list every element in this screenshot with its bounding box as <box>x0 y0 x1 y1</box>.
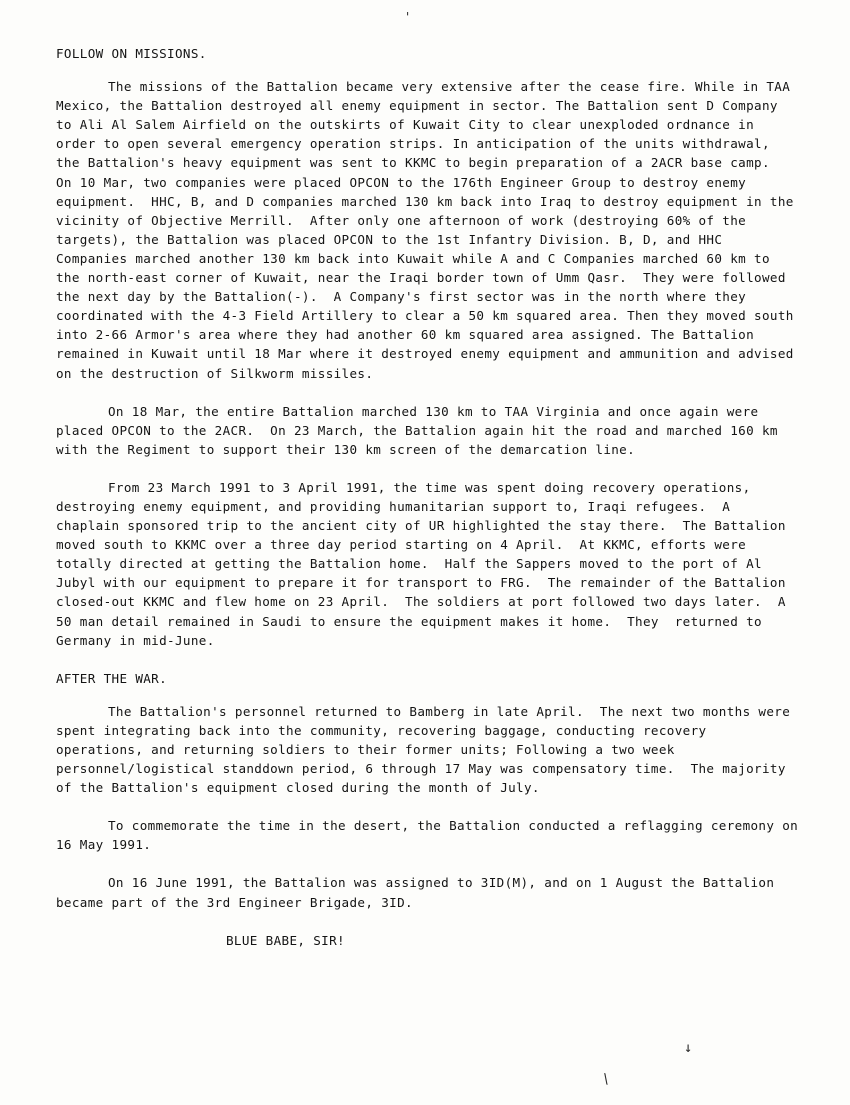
document-body <box>56 44 807 950</box>
closing-signoff: BLUE BABE, SIR! <box>226 932 345 948</box>
paragraph-18-mar-march: On 18 Mar, the entire Battalion marched 130 km to TAA Virginia and once again were placed OPCON to the 2ACR. On 23 March, the Battalion again hit the road and marched 160 km with the Regiment to support their 130 km screen of the demarcation line. <box>56 403 786 457</box>
paragraph-assignment-3id: On 16 June 1991, the Battalion was assigned to 3ID(M), and on 1 August the Battalion became part of the 3rd Engineer Brigade, 3ID. <box>56 875 783 910</box>
page-artifact-bottom-tick: \ <box>600 1071 612 1088</box>
paragraph-reflagging-ceremony: To commemorate the time in the desert, the Battalion conducted a reflagging ceremony on 16 May 1991. <box>56 818 807 853</box>
paragraph-missions-extensive: The missions of the Battalion became very extensive after the cease fire. While in TAA Mexico, the Battalion destroyed all enemy equipment in sector. The Battalion sent D Company to Ali Al Salem Airfield on the outskirts of Kuwait City to clear unexploded ordnance in order to open several emergency operation strips. In anticipation of the units withdrawal, the Battalion's heavy equipment was sent to KKMC to begin preparation of a 2ACR base camp. On 10 Mar, two companies were placed OPCON to the 176th Engineer Group to destroy enemy equipment. HHC, B, and D companies marched 130 km back into Iraq to destroy equipment in the vicinity of Objective Merrill. After only one afternoon of work (destroying 60% of the targets), the Battalion was placed OPCON to the 1st Infantry Division. B, D, and HHC Companies marched another 130 km back into Kuwait while A and C Companies marched 60 km to the north-east corner of Kuwait, near the Iraqi border town of Umm Qasr. They were followed the next day by the Battalion(-). A Company's first sector was in the north where they coordinated with the 4-3 Field Artillery to clear a 50 km squared area. Then they moved south into 2-66 Armor's area where they had another 60 km squared area assigned. The Battalion remained in Kuwait until 18 Mar where it destroyed enemy equipment and ammunition and advised on the destruction of Silkworm missiles. <box>56 79 802 381</box>
page-title: FOLLOW ON MISSIONS. <box>56 46 207 61</box>
paragraph-return-to-bamberg: The Battalion's personnel returned to Bamberg in late April. The next two months were spent integrating back into the community, recovering baggage, conducting recovery operations, and returning soldiers to their former units; Following a two week personnel/logistical standdown period, 6 through 17 May was compensatory time. The majority of the Battalion's equipment closed during the month of July. <box>56 703 799 796</box>
page-artifact-arrow-mark: ↓ <box>684 1040 693 1056</box>
page-artifact-top-tick: ' <box>404 10 412 24</box>
paragraph-recovery-operations: From 23 March 1991 to 3 April 1991, the time was spent doing recovery operations, destroying enemy equipment, and providing humanitarian support to, Iraqi refugees. A chaplain sponsored trip to the ancient city of UR highlighted the stay there. The Battalion moved south to KKMC over a three day period starting on 4 April. At KKMC, efforts were totally directed at getting the Battalion home. Half the Sappers moved to the port of Al Jubyl with our equipment to prepare it for transport to FRG. The remainder of the Battalion closed-out KKMC and flew home on 23 April. The soldiers at port followed two days later. A 50 man detail remained in Saudi to ensure the equipment makes it home. They returned to Germany in mid-June. <box>56 479 794 648</box>
section-heading-after-the-war: AFTER THE WAR. <box>56 670 168 686</box>
